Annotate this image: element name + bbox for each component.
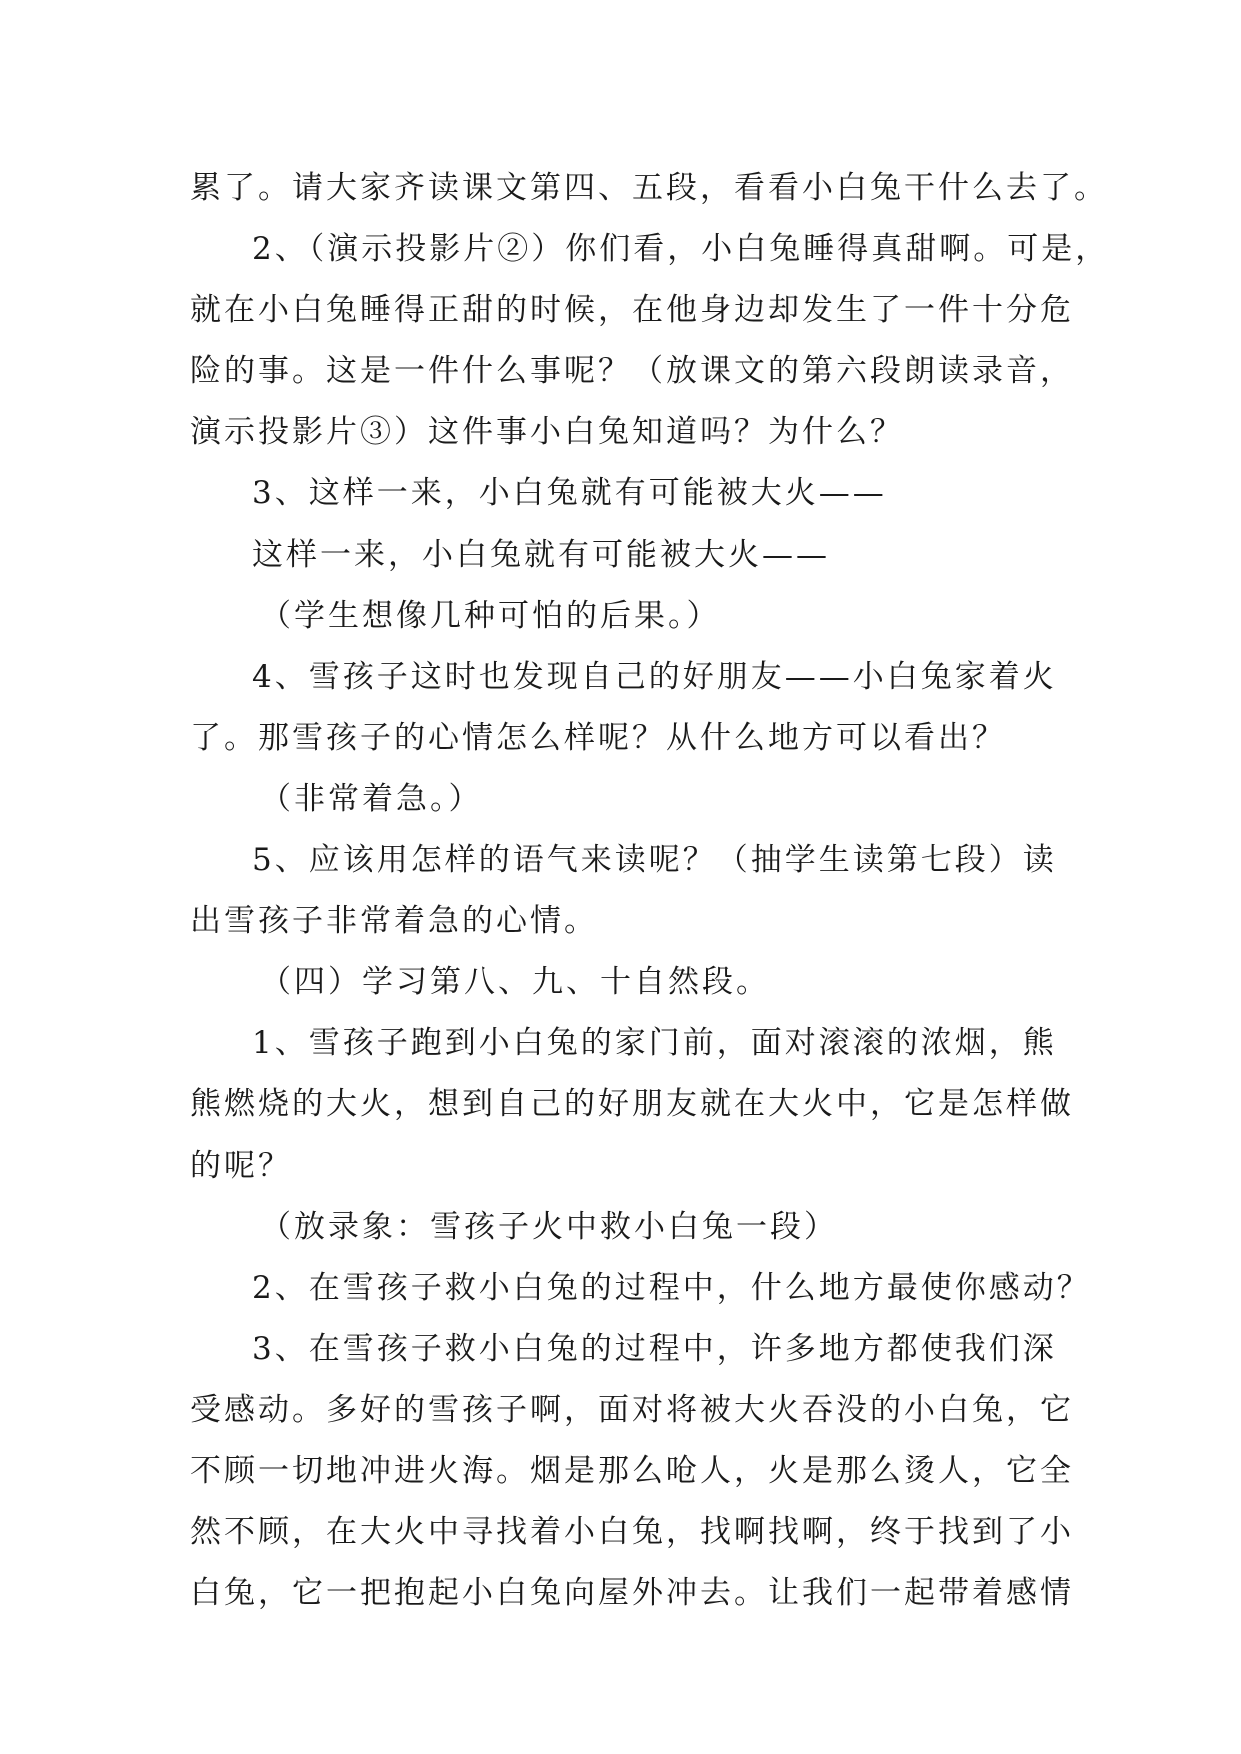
body-text: [190, 158, 1110, 1624]
text-line: 白兔，它一把抱起小白兔向屋外冲去。让我们一起带着感情: [190, 1575, 1074, 1612]
text-line: 这样一来，小白兔就有可能被大火——: [252, 536, 830, 573]
text-line: 不顾一切地冲进火海。烟是那么呛人，火是那么烫人，它全: [190, 1452, 1074, 1489]
text-line: （放录象：雪孩子火中救小白兔一段）: [260, 1208, 838, 1245]
text-line: 3、在雪孩子救小白兔的过程中，许多地方都使我们深: [252, 1330, 1057, 1367]
text-line: 4、雪孩子这时也发现自己的好朋友——小白兔家着火: [252, 658, 1057, 695]
text-line: （非常着急。）: [260, 780, 483, 817]
text-line: 累了。请大家齐读课文第四、五段，看看小白兔干什么去了。: [190, 170, 1108, 206]
text-line: 受感动。多好的雪孩子啊，面对将被大火吞没的小白兔，它: [190, 1391, 1074, 1428]
text-line: 3、这样一来，小白兔就有可能被大火——: [252, 475, 887, 512]
text-line: 2、（演示投影片②）你们看，小白兔睡得真甜啊。可是，: [252, 231, 1110, 268]
text-line: 1、雪孩子跑到小白兔的家门前，面对滚滚的浓烟，熊: [252, 1025, 1057, 1062]
text-line: （四）学习第八、九、十自然段。: [260, 964, 770, 1001]
text-line: 然不顾，在大火中寻找着小白兔，找啊找啊，终于找到了小: [190, 1514, 1074, 1551]
text-line: （学生想像几种可怕的后果。）: [260, 597, 721, 634]
text-line: 熊燃烧的大火，想到自己的好朋友就在大火中，它是怎样做: [190, 1086, 1074, 1123]
text-line: 演示投影片③）这件事小白兔知道吗？为什么？: [190, 414, 904, 451]
text-line: 就在小白兔睡得正甜的时候，在他身边却发生了一件十分危: [190, 292, 1074, 329]
text-line: 2、在雪孩子救小白兔的过程中，什么地方最使你感动？: [252, 1269, 1091, 1306]
text-line: 5、应该用怎样的语气来读呢？（抽学生读第七段）读: [252, 842, 1057, 879]
text-line: 出雪孩子非常着急的心情。: [190, 903, 598, 940]
text-line: 的呢？: [190, 1147, 292, 1184]
text-line: 了。那雪孩子的心情怎么样呢？从什么地方可以看出？: [190, 719, 1006, 756]
text-line: 险的事。这是一件什么事呢？（放课文的第六段朗读录音，: [190, 353, 1074, 390]
